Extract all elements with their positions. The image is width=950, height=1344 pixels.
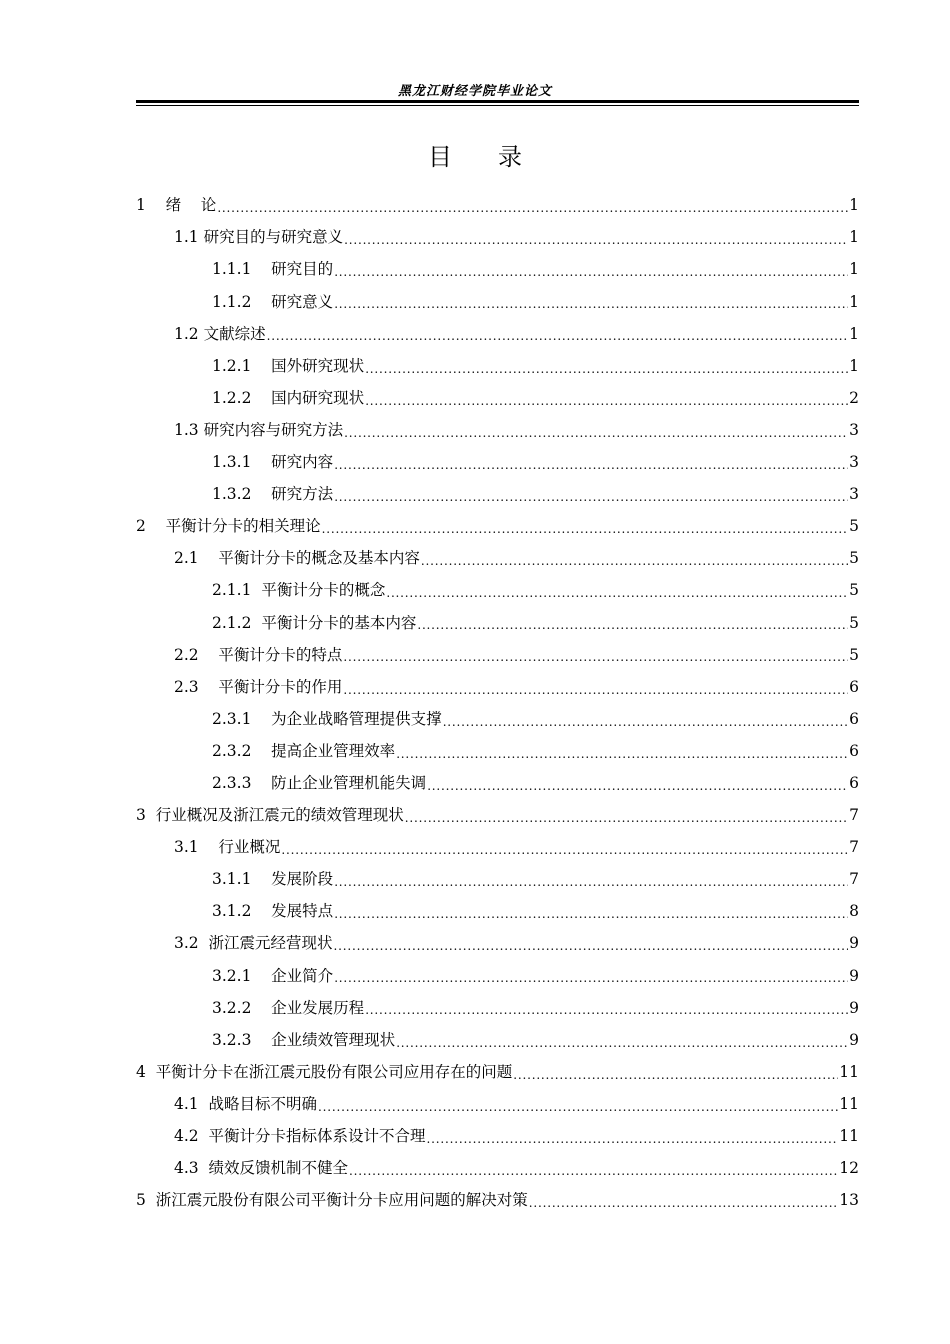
toc-entry-page-number: 1 (849, 196, 859, 215)
toc-entry-number: 1.2.2 (212, 388, 252, 407)
toc-entry-title: 平衡计分卡在浙江震元股份有限公司应用存在的问题 (155, 1062, 513, 1081)
toc-dot-leader (427, 780, 848, 800)
toc-entry-gap (251, 391, 271, 407)
toc-entry[interactable] (136, 607, 859, 639)
toc-entry-number: 2.3.1 (212, 709, 252, 728)
toc-entry[interactable] (136, 350, 859, 382)
toc-entry-number: 3.2.3 (212, 1030, 252, 1049)
toc-entry[interactable] (136, 254, 859, 286)
toc-entry-number: 1.1 (174, 228, 199, 247)
toc-entry-title: 平衡计分卡的概念 (261, 581, 386, 600)
toc-entry-gap (199, 1129, 209, 1145)
toc-entry-gap (251, 1033, 271, 1049)
toc-entry-title: 平衡计分卡的特点 (218, 645, 343, 664)
toc-entry-number: 1.1.2 (212, 292, 252, 311)
toc-entry-gap (199, 680, 219, 696)
toc-entry-title: 行业概况及浙江震元的绩效管理现状 (155, 806, 404, 825)
toc-entry-number: 3.1.1 (212, 870, 252, 889)
toc-entry-gap (199, 936, 209, 952)
toc-entry-title: 浙江震元股份有限公司平衡计分卡应用问题的解决对策 (155, 1191, 528, 1210)
toc-entry-page-number: 8 (849, 902, 859, 921)
toc-entry-title: 研究目的与研究意义 (203, 228, 344, 247)
header-rule-thick (136, 100, 859, 103)
toc-entry-title: 发展阶段 (271, 870, 334, 889)
toc-entry-title: 平衡计分卡指标体系设计不合理 (208, 1127, 426, 1146)
toc-entry-number: 4.1 (174, 1094, 199, 1113)
toc-entry-number: 5 (136, 1191, 146, 1210)
running-header: 黑龙江财经学院毕业论文 (397, 84, 552, 99)
toc-entry-gap (251, 616, 261, 632)
toc-entry-title: 浙江震元经营现状 (208, 934, 333, 953)
toc-entry-title: 发展特点 (271, 902, 334, 921)
toc-dot-leader (344, 427, 848, 447)
toc-entry-page-number: 1 (849, 324, 859, 343)
toc-entry-title: 防止企业管理机能失调 (271, 773, 427, 792)
toc-entry-gap (146, 198, 166, 214)
toc-entry-title: 平衡计分卡的相关理论 (165, 517, 321, 536)
toc-entry-page-number: 3 (849, 420, 859, 439)
toc-entry[interactable] (136, 768, 859, 800)
toc-entry-title: 绪 论 (165, 196, 217, 215)
toc-dot-leader (443, 716, 848, 736)
toc-entry[interactable] (136, 383, 859, 415)
toc-entry[interactable] (136, 1024, 859, 1056)
toc-dot-leader (322, 523, 849, 543)
toc-entry-number: 2.3 (174, 677, 199, 696)
toc-entry[interactable] (136, 896, 859, 928)
toc-entry[interactable] (136, 511, 859, 543)
toc-entry-page-number: 1 (849, 356, 859, 375)
toc-entry-gap (146, 1193, 156, 1209)
toc-dot-leader (217, 202, 848, 222)
toc-entry-gap (251, 1001, 271, 1017)
toc-entry-page-number: 11 (839, 1127, 859, 1146)
toc-entry-page-number: 9 (849, 966, 859, 985)
toc-entry-gap (251, 583, 261, 599)
toc-entry-number: 3.2 (174, 934, 199, 953)
toc-entry-title: 企业绩效管理现状 (271, 1030, 396, 1049)
toc-entry-title: 平衡计分卡的概念及基本内容 (218, 549, 420, 568)
toc-entry-gap (199, 840, 219, 856)
toc-entry-number: 1.2.1 (212, 356, 252, 375)
toc-entry-page-number: 5 (849, 613, 859, 632)
toc-entry-number: 4.2 (174, 1127, 199, 1146)
toc-entry-gap (251, 295, 271, 311)
toc-entry-number: 1.3 (174, 420, 199, 439)
toc-entry[interactable] (136, 447, 859, 479)
toc-dot-leader (396, 748, 848, 768)
toc-entry-number: 2.2 (174, 645, 199, 664)
toc-entry-title: 平衡计分卡的作用 (218, 677, 343, 696)
toc-entry-gap (251, 904, 271, 920)
toc-entry-number: 3.1 (174, 838, 199, 857)
toc-entry-gap (251, 262, 271, 278)
toc-dot-leader (344, 234, 848, 254)
toc-entry-number: 1 (136, 196, 146, 215)
header-rule-thin (136, 105, 859, 106)
toc-dot-leader (529, 1197, 839, 1217)
toc-entry-gap (199, 648, 219, 664)
toc-entry-gap (251, 969, 271, 985)
toc-entry-number: 2.3.3 (212, 773, 252, 792)
toc-entry-page-number: 9 (849, 934, 859, 953)
toc-dot-leader (334, 972, 848, 992)
toc-entry[interactable] (136, 575, 859, 607)
toc-entry-page-number: 1 (849, 292, 859, 311)
toc-dot-leader (386, 587, 848, 607)
toc-entry[interactable] (136, 1185, 859, 1217)
toc-entry-gap (251, 455, 271, 471)
toc-entry-gap (251, 712, 271, 728)
toc-entry-number: 1.1.1 (212, 260, 252, 279)
toc-entry-gap (146, 1065, 156, 1081)
toc-entry-page-number: 6 (849, 677, 859, 696)
toc-dot-leader (405, 812, 848, 832)
toc-entry-number: 2 (136, 517, 146, 536)
toc-entry-number: 4 (136, 1062, 146, 1081)
toc-entry-title: 战略目标不明确 (208, 1094, 318, 1113)
toc-entry-gap (251, 359, 271, 375)
toc-entry-page-number: 2 (849, 388, 859, 407)
toc-dot-leader (334, 940, 849, 960)
toc-entry-title: 国外研究现状 (271, 356, 365, 375)
toc-dot-leader (365, 1004, 848, 1024)
toc-entry-number: 1.3.2 (212, 485, 252, 504)
toc-entry-gap (146, 519, 166, 535)
toc-entry[interactable] (136, 832, 859, 864)
toc-dot-leader (421, 555, 848, 575)
toc-entry[interactable] (136, 415, 859, 447)
toc-dot-leader (365, 363, 848, 383)
toc-entry-number: 4.3 (174, 1159, 199, 1178)
toc-entry-page-number: 11 (839, 1094, 859, 1113)
toc-entry-number: 1.2 (174, 324, 199, 343)
toc-entry-page-number: 12 (839, 1159, 859, 1178)
toc-dot-leader (334, 908, 848, 928)
toc-entry[interactable] (136, 1089, 859, 1121)
toc-entry-page-number: 3 (849, 485, 859, 504)
toc-dot-leader (427, 1133, 839, 1153)
toc-entry-title: 绩效反馈机制不健全 (208, 1159, 349, 1178)
toc-entry-page-number: 9 (849, 998, 859, 1017)
toc-entry[interactable] (136, 1153, 859, 1185)
toc-entry[interactable] (136, 318, 859, 350)
toc-entry-title: 企业简介 (271, 966, 334, 985)
toc-entry-gap (146, 808, 156, 824)
toc-dot-leader (267, 330, 849, 350)
toc-entry-gap (251, 744, 271, 760)
toc-dot-leader (334, 459, 848, 479)
toc-dot-leader (349, 1165, 838, 1185)
toc-entry-page-number: 6 (849, 741, 859, 760)
toc-entry[interactable] (136, 1121, 859, 1153)
toc-dot-leader (334, 266, 848, 286)
toc-entry-number: 2.1 (174, 549, 199, 568)
toc-dot-leader (334, 876, 848, 896)
toc-entry-number: 3.2.2 (212, 998, 252, 1017)
toc-entry-page-number: 7 (849, 838, 859, 857)
toc-entry[interactable] (136, 704, 859, 736)
toc-dot-leader (343, 684, 848, 704)
toc-entry[interactable] (136, 864, 859, 896)
toc-entry[interactable] (136, 639, 859, 671)
toc-entry-gap (251, 776, 271, 792)
toc-entry-page-number: 7 (849, 870, 859, 889)
toc-entry-gap (199, 551, 219, 567)
toc-entry-page-number: 13 (839, 1191, 859, 1210)
toc-entry-page-number: 5 (849, 581, 859, 600)
toc-entry-page-number: 9 (849, 1030, 859, 1049)
toc-entry[interactable] (136, 992, 859, 1024)
toc-entry-title: 提高企业管理效率 (271, 741, 396, 760)
toc-entry[interactable] (136, 190, 859, 222)
toc-entry-page-number: 1 (849, 260, 859, 279)
toc-entry-page-number: 6 (849, 709, 859, 728)
toc-dot-leader (318, 1101, 838, 1121)
toc-entry-title: 平衡计分卡的基本内容 (261, 613, 417, 632)
toc-dot-leader (343, 651, 848, 671)
toc-entry-number: 2.3.2 (212, 741, 252, 760)
toc-dot-leader (365, 395, 848, 415)
table-of-contents (136, 190, 859, 1217)
toc-entry-page-number: 5 (849, 517, 859, 536)
toc-entry-gap (199, 1097, 209, 1113)
toc-dot-leader (396, 1037, 848, 1057)
toc-entry-title: 研究目的 (271, 260, 334, 279)
toc-entry[interactable] (136, 960, 859, 992)
toc-entry-page-number: 11 (839, 1062, 859, 1081)
toc-entry-title: 研究意义 (271, 292, 334, 311)
toc-entry-number: 1.3.1 (212, 453, 252, 472)
toc-entry-page-number: 1 (849, 228, 859, 247)
toc-entry[interactable] (136, 479, 859, 511)
toc-entry-page-number: 6 (849, 773, 859, 792)
toc-entry[interactable] (136, 928, 859, 960)
toc-entry-title: 研究内容与研究方法 (203, 420, 344, 439)
toc-entry[interactable] (136, 671, 859, 703)
toc-entry-title: 为企业战略管理提供支撑 (271, 709, 442, 728)
toc-dot-leader (334, 298, 848, 318)
toc-entry-gap (251, 872, 271, 888)
toc-entry-page-number: 7 (849, 806, 859, 825)
toc-entry[interactable] (136, 543, 859, 575)
toc-entry[interactable] (136, 1057, 859, 1089)
toc-entry-gap (199, 1161, 209, 1177)
toc-entry-number: 3.1.2 (212, 902, 252, 921)
toc-entry-gap (251, 487, 271, 503)
toc-entry[interactable] (136, 286, 859, 318)
toc-dot-leader (513, 1069, 838, 1089)
toc-entry-page-number: 5 (849, 645, 859, 664)
toc-heading: 目录 (428, 143, 568, 171)
toc-entry-number: 3 (136, 806, 146, 825)
toc-entry-title: 研究内容 (271, 453, 334, 472)
toc-entry-number: 3.2.1 (212, 966, 252, 985)
toc-dot-leader (281, 844, 848, 864)
toc-entry-title: 行业概况 (218, 838, 281, 857)
toc-entry-title: 文献综述 (203, 324, 266, 343)
toc-entry[interactable] (136, 222, 859, 254)
toc-entry-title: 研究方法 (271, 485, 334, 504)
toc-dot-leader (334, 491, 848, 511)
toc-dot-leader (417, 619, 848, 639)
toc-entry[interactable] (136, 736, 859, 768)
toc-entry[interactable] (136, 800, 859, 832)
toc-entry-title: 国内研究现状 (271, 388, 365, 407)
toc-entry-page-number: 3 (849, 453, 859, 472)
toc-entry-number: 2.1.1 (212, 581, 252, 600)
toc-entry-title: 企业发展历程 (271, 998, 365, 1017)
toc-entry-page-number: 5 (849, 549, 859, 568)
toc-entry-number: 2.1.2 (212, 613, 252, 632)
